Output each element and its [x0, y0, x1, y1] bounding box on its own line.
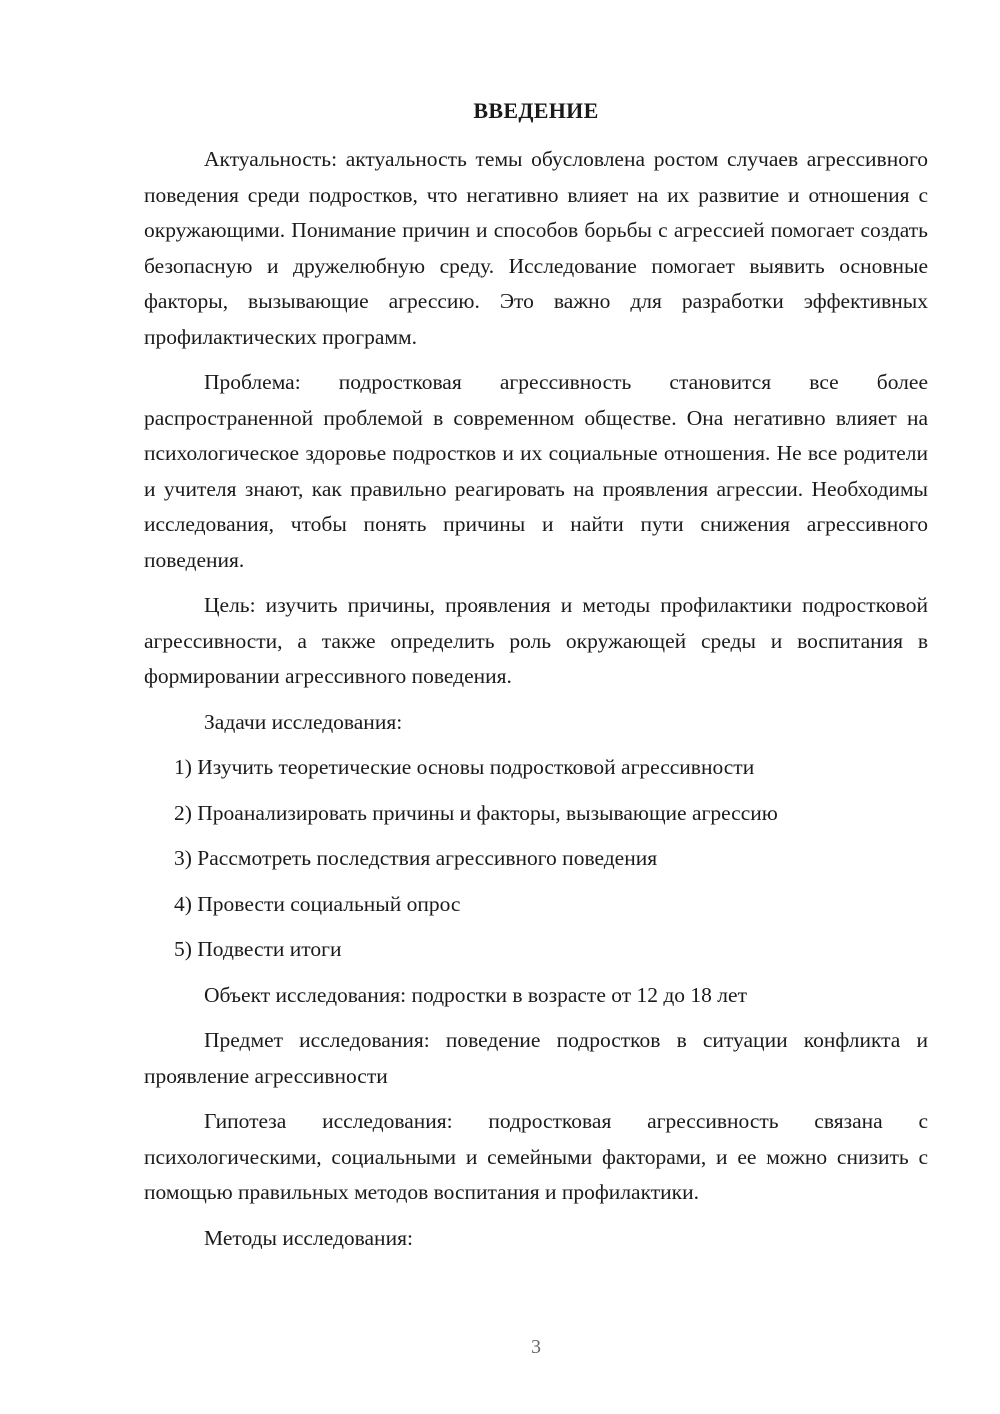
list-item: 3) Рассмотреть последствия агрессивного поведения: [174, 846, 658, 870]
paragraph-object: Объект исследования: подростки в возрасте от 12 до 18 лет: [204, 982, 747, 1007]
list-item: 4) Провести социальный опрос: [174, 891, 461, 916]
page-title: ВВЕДЕНИЕ: [473, 98, 599, 123]
list-item: 1) Изучить теоретические основы подростковой агрессивности: [174, 755, 755, 779]
tasks-list: [144, 750, 928, 968]
paragraph-hypothesis: Гипотеза исследования: подростковая агрессивность связана с психологическими, социальными и семейными факторами, и ее можно снизить с помощью правильных методов воспитания и профилактики.: [144, 1109, 928, 1204]
paragraph-relevance: Актуальность: актуальность темы обусловлена ростом случаев агрессивного поведения среди подростков, что негативно влияет на их развитие и отношения с окружающими. Понимание причин и способов борьбы с агрессией помогает создать безопасную и дружелюбную среду. Исследование помогает выявить основные факторы, вызывающие агрессию. Это важно для разработки эффективных профилактических программ.: [144, 147, 928, 349]
list-item: 2) Проанализировать причины и факторы, вызывающие агрессию: [174, 800, 778, 825]
tasks-heading: Задачи исследования:: [204, 709, 403, 734]
page-number: 3: [531, 1336, 541, 1358]
body-text: [144, 142, 928, 1266]
paragraph-subject: Предмет исследования: поведение подростков в ситуации конфликта и проявление агрессивности: [144, 1028, 928, 1088]
methods-heading: Методы исследования:: [204, 1225, 413, 1250]
paragraph-goal: Цель: изучить причины, проявления и методы профилактики подростковой агрессивности, а также определить роль окружающей среды и воспитания в формировании агрессивного поведения.: [144, 593, 928, 688]
list-item: 5) Подвести итоги: [174, 937, 342, 961]
paragraph-problem: Проблема: подростковая агрессивность становится все более распространенной проблемой в современном обществе. Она негативно влияет на психологическое здоровье подростков и их социальные отношения. Не все родители и учителя знают, как правильно реагировать на проявления агрессии. Необходимы исследования, чтобы понять причины и найти пути снижения агрессивного поведения.: [144, 370, 928, 572]
